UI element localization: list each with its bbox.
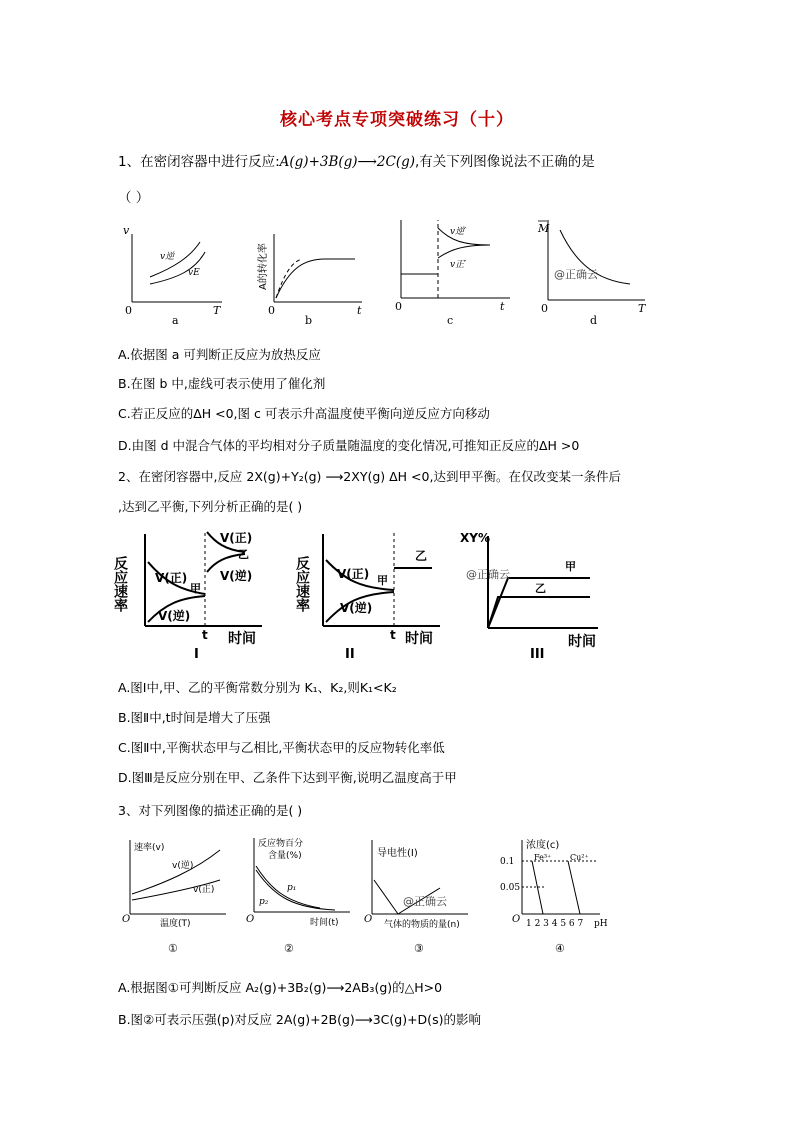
- svg-text:V(逆): V(逆): [158, 609, 191, 623]
- q3-stem: 3、对下列图像的描述正确的是( ): [118, 803, 303, 818]
- svg-text:III: III: [530, 647, 545, 662]
- svg-text:M: M: [538, 222, 550, 235]
- svg-text:0: 0: [268, 304, 275, 317]
- svg-text:@正确云: @正确云: [554, 268, 598, 281]
- svg-text:V(正): V(正): [220, 531, 253, 545]
- svg-text:②: ②: [284, 942, 294, 955]
- svg-text:v(正): v(正): [193, 885, 215, 895]
- q3-option-a: A.根据图①可判断反应 A₂(g)+3B₂(g)⟶2AB₃(g)的△H>0: [118, 980, 443, 995]
- q2-graphs: [0, 522, 794, 662]
- svg-text:温度(T): 温度(T): [160, 919, 191, 929]
- svg-text:时间(t): 时间(t): [310, 918, 339, 928]
- svg-text:I: I: [194, 647, 199, 662]
- svg-text:甲: 甲: [190, 582, 201, 595]
- svg-text:0: 0: [541, 302, 548, 315]
- svg-text:T: T: [213, 304, 221, 317]
- svg-text:速率(v): 速率(v): [134, 843, 165, 853]
- q1-graph-a: [123, 224, 222, 327]
- svg-text:c: c: [447, 314, 454, 327]
- q1-graph-c: [395, 220, 510, 327]
- svg-text:@正确云: @正确云: [466, 568, 510, 581]
- svg-text:V(逆): V(逆): [340, 601, 373, 615]
- svg-text:v(逆): v(逆): [172, 861, 194, 871]
- svg-text:Fe³⁺: Fe³⁺: [534, 853, 552, 862]
- q2-graph-III: [460, 531, 598, 662]
- svg-text:O: O: [364, 914, 373, 925]
- q3-graphs: [0, 828, 794, 963]
- svg-text:甲: 甲: [377, 574, 388, 587]
- svg-text:T: T: [638, 302, 646, 315]
- q3-graph-3: [364, 840, 468, 955]
- q2-option-b: B.图Ⅱ中,t时间是增大了压强: [118, 710, 271, 725]
- svg-text:时间: 时间: [228, 631, 256, 647]
- svg-text:p₂: p₂: [259, 897, 269, 907]
- svg-text:v逆′: v逆′: [450, 227, 467, 237]
- svg-text:XY%: XY%: [460, 531, 490, 545]
- svg-text:t: t: [390, 628, 396, 642]
- svg-text:甲: 甲: [565, 560, 576, 573]
- svg-text:O: O: [246, 914, 255, 925]
- svg-text:O: O: [512, 914, 521, 925]
- svg-text:气体的物质的量(n): 气体的物质的量(n): [384, 920, 460, 930]
- svg-text:0.1: 0.1: [500, 857, 515, 867]
- svg-text:b: b: [305, 314, 313, 327]
- q2-option-c: C.图Ⅱ中,平衡状态甲与乙相比,平衡状态甲的反应物转化率低: [118, 740, 445, 755]
- svg-text:反应速率: 反应速率: [112, 556, 128, 612]
- q1-graphs: [0, 212, 794, 332]
- q2-graph-I: [112, 530, 262, 662]
- q2-option-d: D.图Ⅲ是反应分别在甲、乙条件下达到平衡,说明乙温度高于甲: [118, 770, 457, 785]
- svg-text:II: II: [345, 647, 355, 662]
- q1-option-c: C.若正反应的ΔH <0,图 c 可表示升高温度使平衡向逆反应方向移动: [118, 406, 490, 421]
- svg-text:d: d: [590, 314, 598, 327]
- svg-text:vE: vE: [188, 268, 200, 278]
- q2-stem-line2: ,达到乙平衡,下列分析正确的是( ): [118, 499, 303, 514]
- svg-text:乙: 乙: [238, 548, 249, 561]
- svg-text:v正′: v正′: [450, 260, 467, 270]
- svg-text:V(正): V(正): [337, 567, 370, 581]
- svg-text:t: t: [500, 300, 505, 313]
- svg-text:1 2 3 4 5 6 7: 1 2 3 4 5 6 7: [526, 919, 584, 929]
- svg-text:Cu²⁺: Cu²⁺: [570, 853, 589, 862]
- page-title: 核心考点专项突破练习（十）: [280, 110, 514, 130]
- svg-text:时间: 时间: [568, 634, 596, 650]
- svg-text:t: t: [202, 628, 208, 642]
- q1-option-a: A.依据图 a 可判断正反应为放热反应: [118, 347, 321, 362]
- svg-text:p₁: p₁: [287, 883, 297, 893]
- svg-text:v逆: v逆: [160, 252, 175, 262]
- svg-text:v: v: [123, 224, 130, 237]
- q1-graph-d: [537, 220, 647, 327]
- svg-text:乙: 乙: [535, 582, 546, 595]
- svg-text:A的转化率: A的转化率: [258, 243, 269, 290]
- svg-text:含量(%): 含量(%): [268, 851, 302, 861]
- svg-text:t: t: [357, 304, 362, 317]
- svg-text:浓度(c): 浓度(c): [526, 840, 560, 851]
- q3-option-b: B.图②可表示压强(p)对反应 2A(g)+2B(g)⟶3C(g)+D(s)的影响: [118, 1012, 481, 1027]
- q1-option-b: B.在图 b 中,虚线可表示使用了催化剂: [118, 376, 326, 391]
- q3-graph-2: [246, 837, 350, 955]
- svg-text:0.05: 0.05: [500, 883, 521, 893]
- svg-text:pH: pH: [594, 919, 608, 929]
- svg-text:V(逆): V(逆): [220, 569, 253, 583]
- svg-text:④: ④: [555, 942, 565, 955]
- svg-text:0: 0: [125, 304, 132, 317]
- svg-text:O: O: [122, 914, 131, 925]
- svg-text:时间: 时间: [405, 631, 433, 647]
- svg-text:①: ①: [168, 942, 178, 955]
- q1-answer-paren: （ ）: [118, 190, 150, 206]
- q1-stem: 1、在密闭容器中进行反应:A(g)+3B(g)⟶2C(g),有关下列图像说法不正确的是: [118, 154, 595, 170]
- q2-graph-II: [294, 530, 440, 662]
- q2-stem-line1: 2、在密闭容器中,反应 2X(g)+Y₂(g) ⟶2XY(g) ΔH <0,达到甲平衡。在仅改变某一条件后: [118, 469, 621, 484]
- svg-text:③: ③: [414, 942, 424, 955]
- svg-text:导电性(I): 导电性(I): [377, 848, 418, 859]
- svg-text:a: a: [172, 314, 179, 327]
- svg-text:0: 0: [395, 300, 402, 313]
- svg-text:@正确云: @正确云: [403, 895, 447, 908]
- q3-graph-1: [122, 840, 226, 955]
- q3-graph-4: [500, 838, 608, 955]
- q2-option-a: A.图Ⅰ中,甲、乙的平衡常数分别为 K₁、K₂,则K₁<K₂: [118, 680, 397, 695]
- svg-text:反应速率: 反应速率: [294, 556, 310, 612]
- svg-text:乙: 乙: [415, 549, 428, 563]
- q1-option-d: D.由图 d 中混合气体的平均相对分子质量随温度的变化情况,可推知正反应的ΔH >0: [118, 438, 580, 453]
- svg-text:V(正): V(正): [155, 571, 188, 585]
- svg-text:反应物百分: 反应物百分: [258, 839, 304, 849]
- q1-graph-b: [256, 234, 362, 327]
